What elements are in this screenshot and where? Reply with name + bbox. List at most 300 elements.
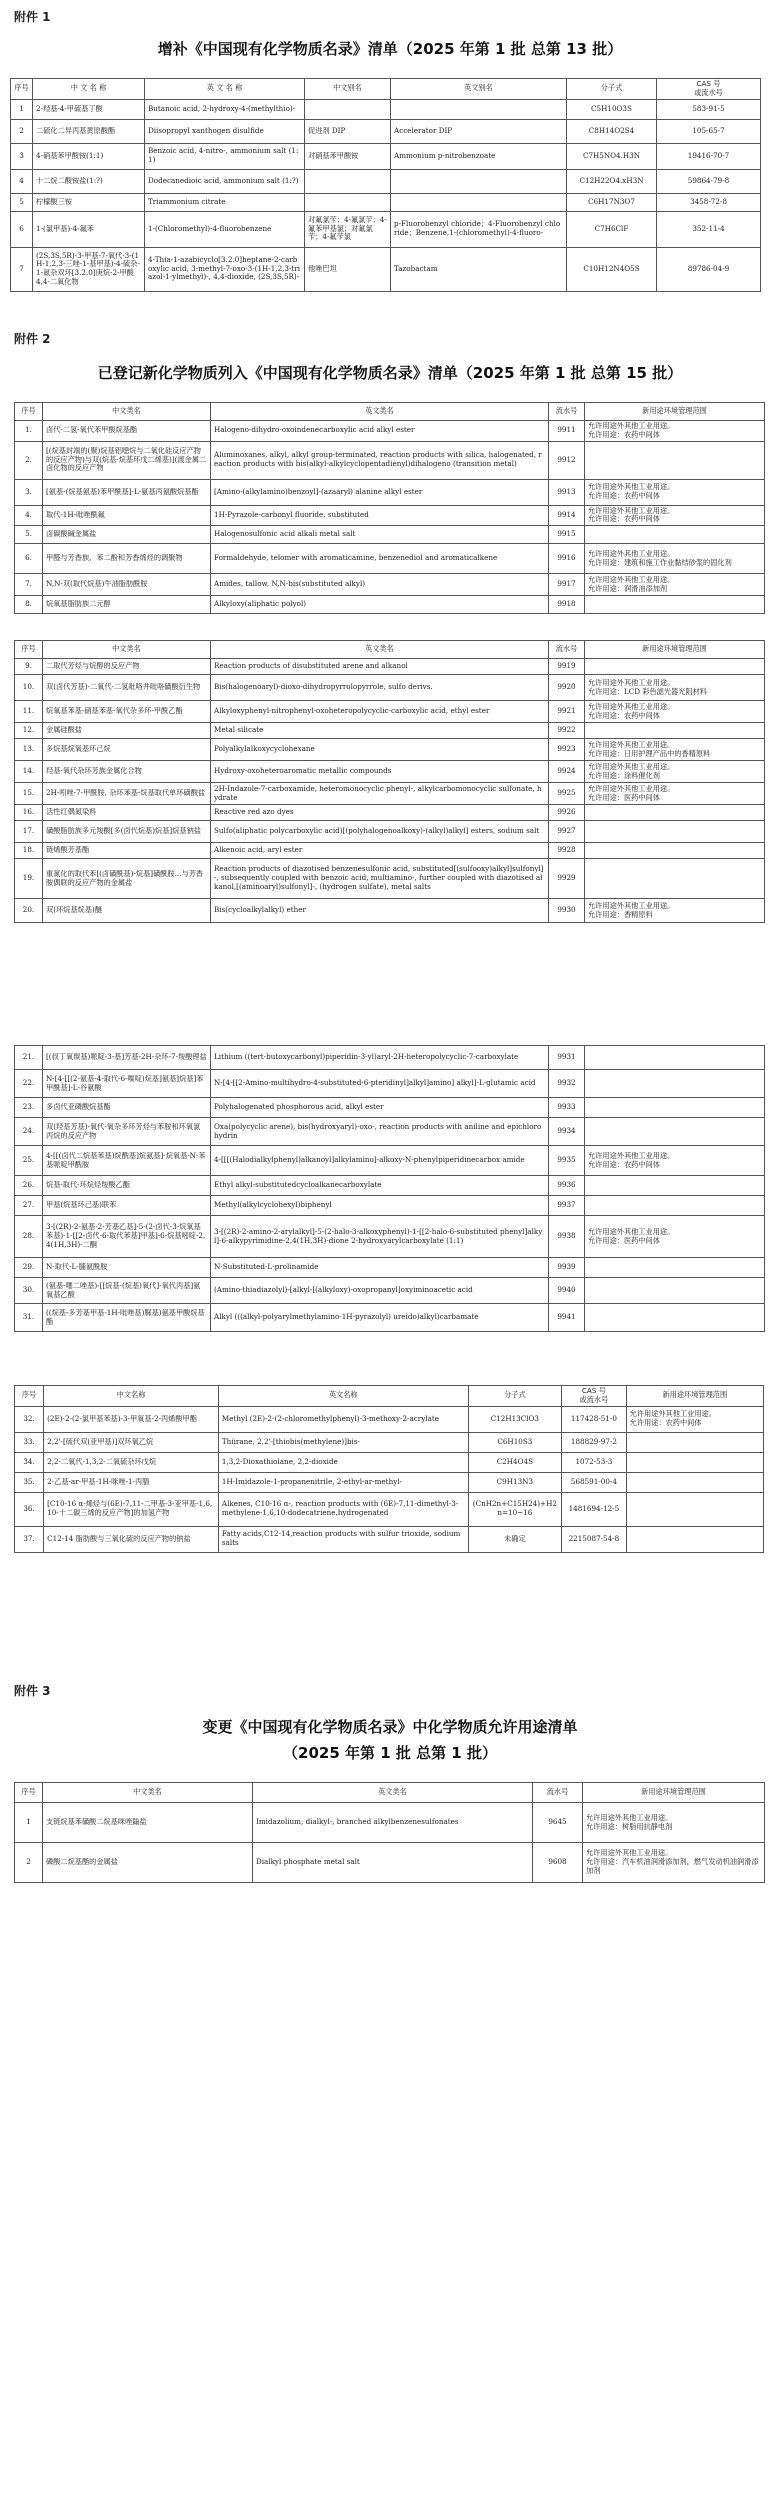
- table-cell: Alkenoic acid, aryl ester: [211, 843, 549, 859]
- table-cell: 352-11-4: [657, 211, 761, 247]
- table-cell: [Amino-(alkylamino)benzoyl]-(azaaryl) alanine alkyl ester: [211, 479, 549, 505]
- table-cell: [305, 193, 391, 211]
- table-row: [11, 143, 761, 169]
- table-row: [15, 1196, 765, 1216]
- table-cell: 9930: [549, 899, 585, 923]
- table-cell: 双(羟基芳基)-氧代-氧杂多环芳烃与苯胺和环氧氯丙烷的反应产物: [43, 1118, 211, 1146]
- table-cell: 多烷基烷氧基环己烷: [43, 739, 211, 761]
- table-cell: Oxa(polycyclic arene), bis(hydroxyaryl)-oxo-, reaction products with aniline and epichlorohydrin: [211, 1118, 549, 1146]
- annex-2-table-part-1: [14, 402, 765, 614]
- table-row: [15, 596, 765, 614]
- column-header: 序号: [15, 1386, 44, 1407]
- column-header: 序号: [11, 79, 33, 100]
- column-header: 分子式: [468, 1386, 562, 1407]
- table-cell: 允许用途外其他工业用途。 允许用途：树脂用抗静电剂: [583, 1803, 765, 1843]
- table-row: [15, 505, 765, 526]
- table-cell: 9924: [549, 761, 585, 783]
- table-cell: Ethyl alkyl-substitutedcycloalkanecarboxylate: [211, 1176, 549, 1196]
- table-cell: 3: [11, 143, 33, 169]
- table-row: [15, 1118, 765, 1146]
- table-cell: 37.: [15, 1526, 44, 1552]
- table-cell: 1: [11, 99, 33, 119]
- column-header: 流水号: [549, 641, 585, 659]
- table-cell: [626, 1432, 763, 1452]
- table-cell: 5.: [15, 526, 43, 544]
- table-cell: Halogeno-dihydro-oxoindenecarboxylic acid alkyl ester: [211, 421, 549, 442]
- table-row: [15, 1492, 764, 1526]
- table-cell: 2-乙基-ar-甲基-1H-咪唑-1-丙腈: [44, 1472, 219, 1492]
- table-cell: 14.: [15, 761, 43, 783]
- table-row: [11, 119, 761, 143]
- table-cell: 甲醛与芳香族、苯二酚和芳香烯烃的调聚物: [43, 544, 211, 574]
- table-cell: 9920: [549, 675, 585, 701]
- table-cell: 他唑巴坦: [305, 247, 391, 291]
- table-cell: 13.: [15, 739, 43, 761]
- table-cell: 9911: [549, 421, 585, 442]
- table-cell: 9941: [549, 1304, 585, 1332]
- annex-2-table-part-3: [14, 1045, 765, 1332]
- table-row: [15, 843, 765, 859]
- table-cell: C7H5NO4.H3N: [567, 143, 657, 169]
- table-cell: 105-65-7: [657, 119, 761, 143]
- table-cell: [585, 1278, 765, 1304]
- table-cell: [585, 1258, 765, 1278]
- table-cell: (氨基-噻二唑基)-[[烷基-(烷基)氧代]-氧代丙基]氨氧基乙酸: [43, 1278, 211, 1304]
- table-cell: 9915: [549, 526, 585, 544]
- table-cell: 允许用途外其他工业用途。 允许用途：农药中间体: [585, 701, 765, 723]
- table-cell: (2E)-2-(2-氯甲基苯基)-3-甲氧基-2-丙烯酸甲酯: [44, 1406, 219, 1432]
- table-cell: Imidazolium, dialkyl-, branched alkylbenzenesulfonates: [253, 1803, 533, 1843]
- table-cell: 4-[[(卤代二烷基苯基)烷酰基]烷氨基]-烷氧基-N-苯基哌啶甲酰胺: [43, 1146, 211, 1176]
- table-row: [15, 1472, 764, 1492]
- table-row: [15, 739, 765, 761]
- table-cell: 12.: [15, 723, 43, 739]
- column-header: 英文类名: [211, 641, 549, 659]
- table-cell: 9645: [533, 1803, 583, 1843]
- table-cell: 117428-51-0: [562, 1406, 626, 1432]
- table-cell: 1: [15, 1803, 43, 1843]
- table-row: [11, 211, 761, 247]
- table-cell: 9919: [549, 659, 585, 675]
- table-cell: 2: [15, 1843, 43, 1883]
- table-cell: 34.: [15, 1452, 44, 1472]
- table-cell: 11.: [15, 701, 43, 723]
- table-cell: 6.: [15, 544, 43, 574]
- table-cell: Benzoic acid, 4-nitro-, ammonium salt (1:1): [145, 143, 305, 169]
- table-cell: 允许用途外其他工业用途。 允许用途：汽车机油润滑添加剂，燃气发动机油润滑添加剂: [583, 1843, 765, 1883]
- table-cell: N-Substituted-L-prolinamide: [211, 1258, 549, 1278]
- table-cell: 支链烷基苯磺酸二烷基咪唑鎓盐: [43, 1803, 253, 1843]
- table-cell: C10H12N4O5S: [567, 247, 657, 291]
- table-cell: 9939: [549, 1258, 585, 1278]
- table-row: [15, 899, 765, 923]
- table-row: [15, 859, 765, 899]
- column-header: 新用途环境管理范围: [585, 641, 765, 659]
- table-cell: Bis(halogenoaryl)-dioxo-dihydropyrrolopyrrole, sulfo derivs.: [211, 675, 549, 701]
- table-row: [15, 761, 765, 783]
- table-cell: [391, 99, 567, 119]
- table-cell: 3.: [15, 479, 43, 505]
- table-cell: 允许用途外其他工业用途。 允许用途：农药中间体: [585, 421, 765, 442]
- table-row: [11, 247, 761, 291]
- table-cell: [C10-16 α-烯烃与(6E)-7,11-二甲基-3-亚甲基-1,6,10-十二碳三烯的反应产物]的加氢产物: [44, 1492, 219, 1526]
- table-row: [15, 1803, 765, 1843]
- table-cell: Polyalkylalkoxycyclohexane: [211, 739, 549, 761]
- table-row: [15, 1843, 765, 1883]
- table-cell: 允许用途外其他工业用途。 允许用途：农药中间体: [626, 1406, 763, 1432]
- table-row: [15, 1216, 765, 1258]
- table-cell: [585, 441, 765, 479]
- table-cell: Alkyloxyphenyl-nitrophenyl-oxoheteropolycyclic-carboxylic acid, ethyl ester: [211, 701, 549, 723]
- table-cell: 9608: [533, 1843, 583, 1883]
- table-cell: 31.: [15, 1304, 43, 1332]
- table-cell: [585, 1304, 765, 1332]
- table-cell: 29.: [15, 1258, 43, 1278]
- table-cell: 允许用途外其他工业用途。 允许用途：日用护理产品中的香精原料: [585, 739, 765, 761]
- table-cell: 3-[(2R)-2-氨基-2-芳基乙基]-5-(2-卤代-3-烷氧基苯基)-1-[[2-卤代-6-取代苯基]甲基]-6-烷基嘧啶-2,4(1H,3H)-二酮: [43, 1216, 211, 1258]
- table-cell: 6: [11, 211, 33, 247]
- table-cell: 卤碳酸碱金属盐: [43, 526, 211, 544]
- table-row: [11, 169, 761, 193]
- table-row: [15, 1146, 765, 1176]
- table-cell: 18.: [15, 843, 43, 859]
- table-cell: 允许用途外其他工业用途。 允许用途：农药中间体: [585, 1146, 765, 1176]
- table-cell: 1.: [15, 421, 43, 442]
- table-row: [15, 1432, 764, 1452]
- table-row: [15, 805, 765, 821]
- table-row: [15, 1406, 764, 1432]
- table-cell: 1H-Imidazole-1-propanenitrile, 2-ethyl-ar-methyl-: [218, 1472, 468, 1492]
- table-row: [15, 1098, 765, 1118]
- table-cell: (CnH2n+C15H24)+H2 n=10~16: [468, 1492, 562, 1526]
- table-row: [15, 821, 765, 843]
- table-cell: Hydroxy-oxoheteroaromatic metallic compounds: [211, 761, 549, 783]
- annex-1-table: [10, 78, 761, 292]
- column-header: 流水号: [533, 1783, 583, 1803]
- table-cell: 2H-Indazole-7-carboxamide, heteromonocyclic phenyl-, alkylcarbomonocyclic sulfonate, hydrate: [211, 783, 549, 805]
- table-row: [15, 659, 765, 675]
- table-cell: Bis(cycloalkylalkyl) ether: [211, 899, 549, 923]
- table-cell: 羟基-氧代杂环芳族金属化合物: [43, 761, 211, 783]
- table-cell: Dodecanedioic acid, ammonium salt (1:?): [145, 169, 305, 193]
- table-cell: 4.: [15, 505, 43, 526]
- table-cell: 1H-Pyrazole-carbonyl fluoride, substituted: [211, 505, 549, 526]
- table-cell: 5: [11, 193, 33, 211]
- table-cell: 16.: [15, 805, 43, 821]
- table-cell: 烷基-取代-环烷烃羧酸乙酯: [43, 1176, 211, 1196]
- table-cell: 2,2'-[硫代双(亚甲基)]双环氧乙烷: [44, 1432, 219, 1452]
- table-cell: Dialkyl phosphate metal salt: [253, 1843, 533, 1883]
- table-cell: 1-(Chloromethyl)-4-fluorobenzene: [145, 211, 305, 247]
- table-cell: Methyl(alkylcyclohexyl)biphenyl: [211, 1196, 549, 1216]
- column-header: 中文名称: [44, 1386, 219, 1407]
- table-cell: 1,3,2-Dioxathiolane, 2,2-dioxide: [218, 1452, 468, 1472]
- table-cell: 28.: [15, 1216, 43, 1258]
- table-cell: Ammonium p-nitrobenzoate: [391, 143, 567, 169]
- table-row: [15, 1452, 764, 1472]
- table-cell: 3458-72-8: [657, 193, 761, 211]
- table-cell: 对氟氯苄；4-氟氯苄；4-氟苯甲基氯；对氟氯苄；4-氟苄氯: [305, 211, 391, 247]
- table-cell: [391, 169, 567, 193]
- table-cell: [585, 1098, 765, 1118]
- table-cell: Aluminoxanes, alkyl, alkyl group-terminated, reaction products with silica, halogenated, reaction products with bis(alkyl-alkylcyclopentadienyl)dihalogeno (transition metal): [211, 441, 549, 479]
- table-cell: 允许用途外其他工业用途。 允许用途：涂料催化剂: [585, 761, 765, 783]
- table-cell: 36.: [15, 1492, 44, 1526]
- annex-1-label: 附件 1: [14, 10, 51, 24]
- table-cell: [氨基-(烷基氨基)苯甲酰基]-L-氨基丙氨酸烷基酯: [43, 479, 211, 505]
- table-row: [15, 1278, 765, 1304]
- column-header: 流水号: [549, 403, 585, 421]
- table-cell: Formaldehyde, telomer with aromaticamine, benzenediol and aromaticalkene: [211, 544, 549, 574]
- column-header: 序号: [15, 1783, 43, 1803]
- table-cell: 1-(氯甲基)-4-氟苯: [33, 211, 145, 247]
- table-cell: Thiirane, 2,2'-[thiobis(methylene)]bis-: [218, 1432, 468, 1452]
- table-cell: 27.: [15, 1196, 43, 1216]
- table-cell: C6H10S3: [468, 1432, 562, 1452]
- table-cell: 25.: [15, 1146, 43, 1176]
- table-cell: [585, 1046, 765, 1070]
- table-row: [15, 1070, 765, 1098]
- table-cell: 9933: [549, 1098, 585, 1118]
- table-cell: [305, 99, 391, 119]
- table-cell: 柠檬酸三铵: [33, 193, 145, 211]
- table-cell: N-[4-[[(2-氨基-4-取代-6-喋啶)烷基]氨基]烷基]苯甲酰基]-L-谷氨酸: [43, 1070, 211, 1098]
- table-row: [15, 574, 765, 596]
- table-cell: 磺酸脂肪族多元羧酸[多(卤代烷基)烷基]烷基钠盐: [43, 821, 211, 843]
- table-cell: N-取代-L-脯氨酰胺: [43, 1258, 211, 1278]
- table-row: [11, 99, 761, 119]
- table-cell: C7H6ClF: [567, 211, 657, 247]
- table-cell: C12H13ClO3: [468, 1406, 562, 1432]
- table-row: [15, 1258, 765, 1278]
- table-cell: C9H13N3: [468, 1472, 562, 1492]
- table-cell: C6H17N3O7: [567, 193, 657, 211]
- table-cell: 23.: [15, 1098, 43, 1118]
- table-cell: Butanoic acid, 2-hydroxy-4-(methylthio)-: [145, 99, 305, 119]
- table-cell: 568591-00-4: [562, 1472, 626, 1492]
- table-cell: Sulfo(aliphatic polycarboxylic acid)[(polyhalogenoalkoxy)-(alkyl)alkyl] esters, sodium salt: [211, 821, 549, 843]
- table-cell: 33.: [15, 1432, 44, 1452]
- table-cell: 允许用途外其他工业用途。 允许用途：医药中间体: [585, 1216, 765, 1258]
- table-cell: [585, 1118, 765, 1146]
- table-cell: 19416-70-7: [657, 143, 761, 169]
- table-cell: 9914: [549, 505, 585, 526]
- table-cell: 26.: [15, 1176, 43, 1196]
- table-cell: [585, 1070, 765, 1098]
- table-cell: p-Fluorobenzyl chloride；4-Fluorobenzyl chloride；Benzene,1-(chloromethyl)-4-fluoro-: [391, 211, 567, 247]
- table-cell: 9936: [549, 1176, 585, 1196]
- table-cell: 9925: [549, 783, 585, 805]
- table-cell: Amides, tallow, N,N-bis(substituted alkyl): [211, 574, 549, 596]
- table-row: [15, 701, 765, 723]
- table-cell: 4-Thia-1-azabicyclo[3.2.0]heptane-2-carboxylic acid, 3-methyl-7-oxo-3-(1H-1,2,3-triazol-1-ylmethyl)-, 4,4-dioxide, (2S,3S,5R)-: [145, 247, 305, 291]
- table-cell: [585, 1176, 765, 1196]
- table-cell: 21.: [15, 1046, 43, 1070]
- table-cell: 1072-53-3: [562, 1452, 626, 1472]
- table-cell: Reaction products of disubstituted arene and alkanol: [211, 659, 549, 675]
- table-cell: 促进剂 DIP: [305, 119, 391, 143]
- column-header: 英文名称: [218, 1386, 468, 1407]
- table-row: [15, 1526, 764, 1552]
- table-cell: 允许用途外其他工业用途。 允许用途：香精原料: [585, 899, 765, 923]
- table-cell: 19.: [15, 859, 43, 899]
- table-cell: N,N-双(取代烷基)牛油脂肪酰胺: [43, 574, 211, 596]
- table-cell: 9938: [549, 1216, 585, 1258]
- table-cell: 9923: [549, 739, 585, 761]
- table-cell: 二硫化二异丙基黄原酸酯: [33, 119, 145, 143]
- table-row: [15, 441, 765, 479]
- table-cell: 7: [11, 247, 33, 291]
- table-cell: 2,2-二氧代-1,3,2-二氧硫杂环戊烷: [44, 1452, 219, 1472]
- table-cell: 允许用途外其他工业用途。 允许用途：LCD 彩色滤光器光阻材料: [585, 675, 765, 701]
- table-cell: 4: [11, 169, 33, 193]
- column-header: 英文别名: [391, 79, 567, 100]
- column-header: 序号: [15, 403, 43, 421]
- table-cell: Tazobactam: [391, 247, 567, 291]
- table-cell: 1481694-12-5: [562, 1492, 626, 1526]
- table-cell: [626, 1472, 763, 1492]
- table-cell: 9926: [549, 805, 585, 821]
- table-cell: 二取代芳烃与烷醇的反应产物: [43, 659, 211, 675]
- table-cell: C12H22O4.xH3N: [567, 169, 657, 193]
- table-cell: N-[4-[[2-Amino-multihydro-4-substituted-6-pteridinyl]alkyl]amino] alkyl]-L-glutamic acid: [211, 1070, 549, 1098]
- column-header: 英 文 名 称: [145, 79, 305, 100]
- column-header: 中文类名: [43, 641, 211, 659]
- table-cell: 9916: [549, 544, 585, 574]
- table-cell: [585, 805, 765, 821]
- table-cell: 9932: [549, 1070, 585, 1098]
- table-cell: 9931: [549, 1046, 585, 1070]
- table-row: [15, 526, 765, 544]
- table-cell: Reaction products of diazotised benzenesulfonic acid, substituted[(sulfooxy)alkyl]sulfonyl]-, subsequently coupled with benzoic acid, multiamino-, further coupled with diazotised alkanol,[(aminoaryl)sulfonyl]-, (hydrogen sulfate), metal salts: [211, 859, 549, 899]
- column-header: 英文类名: [253, 1783, 533, 1803]
- table-cell: Accelerator DIP: [391, 119, 567, 143]
- table-cell: 双(环烷基烷基)醚: [43, 899, 211, 923]
- annex-2-table-part-4: [14, 1385, 764, 1553]
- table-cell: Alkyloxy(aliphatic polyol): [211, 596, 549, 614]
- table-cell: [626, 1526, 763, 1552]
- table-cell: [585, 596, 765, 614]
- table-cell: 583-91-5: [657, 99, 761, 119]
- table-cell: (Amino-thiadiazolyl)-[alkyl-[(alkyloxy)-oxopropanyl]oxyiminoacetic acid: [211, 1278, 549, 1304]
- table-cell: 烷氧基苯基-硝基苯基-氧代杂多环-甲酰乙酯: [43, 701, 211, 723]
- table-cell: 烷氧基脂肪族二元醇: [43, 596, 211, 614]
- table-cell: 活性红偶氮染料: [43, 805, 211, 821]
- column-header: 新用途环境管理范围: [583, 1783, 765, 1803]
- table-cell: 甲基(烷基环己基)联苯: [43, 1196, 211, 1216]
- table-cell: 20.: [15, 899, 43, 923]
- table-cell: 2-羟基-4-甲硫基丁酸: [33, 99, 145, 119]
- table-row: [15, 723, 765, 739]
- table-cell: 9928: [549, 843, 585, 859]
- annex-1-title: 增补《中国现有化学物质名录》清单（2025 年第 1 批 总第 13 批）: [157, 40, 623, 58]
- table-cell: Polyhalogenated phosphorous acid, alkyl ester: [211, 1098, 549, 1118]
- column-header: 序号: [15, 641, 43, 659]
- table-cell: 2215087-54-8: [562, 1526, 626, 1552]
- column-header: 新用途环境管理范围: [585, 403, 765, 421]
- table-cell: Halogenosulfonic acid alkali metal salt: [211, 526, 549, 544]
- annex-2-label: 附件 2: [14, 332, 51, 346]
- table-cell: 17.: [15, 821, 43, 843]
- table-cell: 卤代-二氢-氧代苯甲酸烷基酯: [43, 421, 211, 442]
- table-cell: 9921: [549, 701, 585, 723]
- table-cell: [585, 821, 765, 843]
- column-header: 中 文 名 称: [33, 79, 145, 100]
- annex-2-table-part-2: [14, 640, 765, 923]
- table-cell: 188829-97-2: [562, 1432, 626, 1452]
- table-cell: Triammonium citrate: [145, 193, 305, 211]
- table-cell: 允许用途外其他工业用途。 允许用途：润滑油添加剂: [585, 574, 765, 596]
- column-header: 英文类名: [211, 403, 549, 421]
- table-cell: [(叔丁氧羰基)哌啶-3-基]芳基-2H-杂环-7-羧酸锂盐: [43, 1046, 211, 1070]
- table-cell: 32.: [15, 1406, 44, 1432]
- table-cell: 十二烷二酸铵盐(1:?): [33, 169, 145, 193]
- table-cell: 2H-吲唑-7-甲酰胺, 杂环苯基-烷基取代单环磺酸盐: [43, 783, 211, 805]
- table-cell: [626, 1492, 763, 1526]
- table-cell: Metal silicate: [211, 723, 549, 739]
- table-cell: 9922: [549, 723, 585, 739]
- table-cell: Alkyl (((alkyl-polyarylmethylamino-1H-pyrazolyl) ureido)alkyl)carbamate: [211, 1304, 549, 1332]
- table-cell: 多卤代亚磷酸烷基酯: [43, 1098, 211, 1118]
- table-cell: 15.: [15, 783, 43, 805]
- annex-2-title: 已登记新化学物质列入《中国现有化学物质名录》清单（2025 年第 1 批 总第 15 批）: [97, 364, 683, 382]
- column-header: CAS 号 或流水号: [657, 79, 761, 100]
- table-row: [15, 675, 765, 701]
- table-cell: 22.: [15, 1070, 43, 1098]
- annex-3-title-line-2: （2025 年第 1 批 总第 1 批）: [283, 1744, 497, 1762]
- table-cell: 允许用途外其他工业用途。 允许用途：建筑和施工作业黏结砂浆的固化剂: [585, 544, 765, 574]
- table-cell: 9937: [549, 1196, 585, 1216]
- table-cell: 89786-04-9: [657, 247, 761, 291]
- table-cell: 金属硅酸盐: [43, 723, 211, 739]
- table-cell: [585, 526, 765, 544]
- table-cell: 4-硝基苯甲酸铵(1:1): [33, 143, 145, 169]
- annex-3-table: [14, 1782, 765, 1883]
- table-cell: [626, 1452, 763, 1472]
- table-cell: 2.: [15, 441, 43, 479]
- table-cell: 双(卤代芳基)-二氧代-二氢吡咯并吡咯磺酸衍生物: [43, 675, 211, 701]
- table-cell: [585, 723, 765, 739]
- table-cell: [585, 1196, 765, 1216]
- table-cell: Alkenes, C10-16 α-, reaction products with (6E)-7,11-dimethyl-3-methylene-1,6,10-dodecatriene,hydrogenated: [218, 1492, 468, 1526]
- table-cell: [585, 859, 765, 899]
- table-cell: 未确定: [468, 1526, 562, 1552]
- table-cell: (2S,3S,5R)-3-甲基-7-氧代-3-(1H-1,2,3-三唑-1-基甲基)-4-硫杂-1-氮杂双环[3.2.0]庚烷-2-甲酸 4,4-二氧化物: [33, 247, 145, 291]
- table-cell: 3-[(2R)-2-amino-2-arylalkyl]-5-(2-halo-3-alkoxyphenyl)-1-[[2-halo-6-substituted phenyl]alkyl]-6-alkypyrimidine-2,4(1H,3H)-dione 2-hydroxyarylcarboxylate (1:1): [211, 1216, 549, 1258]
- table-cell: Diisopropyl xanthogen disulfide: [145, 119, 305, 143]
- table-cell: [391, 193, 567, 211]
- table-row: [15, 1176, 765, 1196]
- table-cell: Lithium ((tert-butoxycarbonyl)piperidin-3-yl)aryl-2H-heteropolycyclic-7-carboxylate: [211, 1046, 549, 1070]
- table-cell: 允许用途外其他工业用途。 允许用途：农药中间体: [585, 505, 765, 526]
- table-cell: 9940: [549, 1278, 585, 1304]
- table-row: [15, 783, 765, 805]
- table-cell: 24.: [15, 1118, 43, 1146]
- table-cell: 4-[[[(Halodialkylphenyl)alkanoyl]alkylamino]-alkoxy-N-phenylpiperidinecarbox amide: [211, 1146, 549, 1176]
- table-row: [15, 421, 765, 442]
- table-cell: 59864-79-8: [657, 169, 761, 193]
- table-cell: 重氮化的取代苯[(卤磺酰基)-烷基]磺酰胺...与芳香胺偶联的反应产物的金属盐: [43, 859, 211, 899]
- table-cell: ((烷基-多芳基甲基-1H-吡唑基)脲基)氨基甲酸烷基酯: [43, 1304, 211, 1332]
- table-cell: Fatty acids,C12-14,reaction products with sulfur trioxide, sodium salts: [218, 1526, 468, 1552]
- table-cell: 9913: [549, 479, 585, 505]
- table-row: [15, 544, 765, 574]
- table-cell: 7.: [15, 574, 43, 596]
- table-cell: 9935: [549, 1146, 585, 1176]
- annex-3-label: 附件 3: [14, 1684, 51, 1698]
- table-cell: 取代-1H-吡唑酰氟: [43, 505, 211, 526]
- table-cell: 磷酸二烷基酯的金属盐: [43, 1843, 253, 1883]
